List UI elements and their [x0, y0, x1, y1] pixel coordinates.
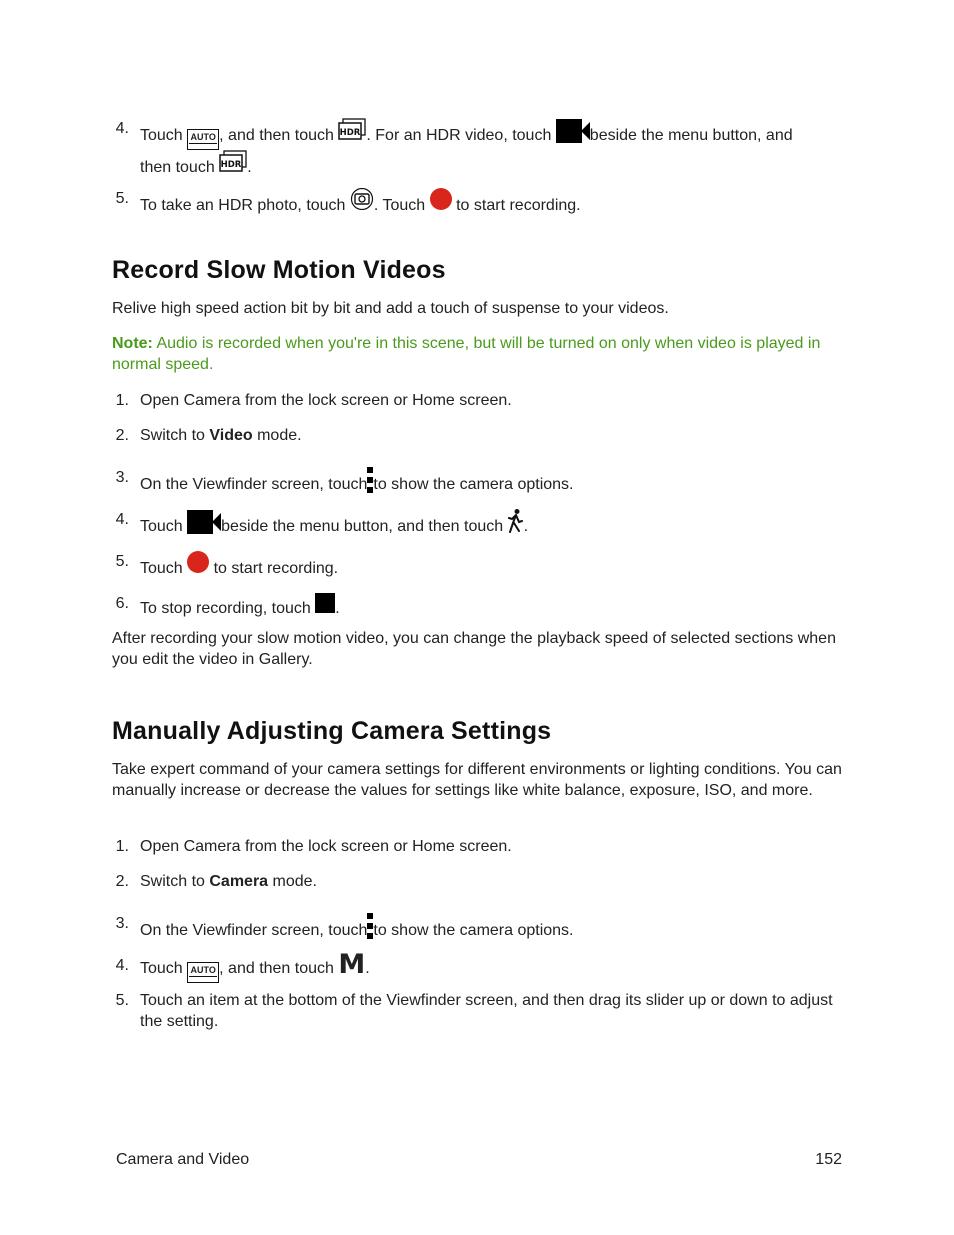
step-text: Touch an item at the bottom of the Viewfinder screen, and then drag its slider up or down to adjust the setting.: [140, 992, 833, 1030]
hdr-icon: [338, 118, 366, 140]
step-text: to start recording.: [213, 560, 339, 577]
menu-dots-icon: [367, 467, 373, 493]
page-number: 152: [815, 1151, 842, 1168]
menu-dots-icon: [367, 913, 373, 939]
auto-mode-icon: AUTO: [187, 129, 219, 150]
step-text: .: [247, 159, 252, 176]
note: [112, 333, 842, 375]
auto-mode-icon: AUTO: [187, 962, 219, 983]
step-number: 6.: [115, 595, 129, 612]
step-number: 3.: [115, 915, 129, 932]
hdr-photo-icon: [350, 188, 374, 210]
step-text: Open Camera from the lock screen or Home screen.: [140, 838, 512, 855]
manual-mode-icon: M: [338, 949, 366, 980]
hdr-icon: [219, 150, 247, 172]
step-number: 4.: [115, 511, 129, 528]
step-number: 3.: [115, 469, 129, 486]
svg-text:HDR: HDR: [340, 128, 361, 138]
step-text: to start recording.: [456, 197, 581, 214]
step-text: .: [335, 600, 340, 617]
section-heading: Record Slow Motion Videos: [112, 256, 446, 284]
step-text: to show the camera options.: [373, 922, 574, 939]
section-intro: Relive high speed action bit by bit and add a touch of suspense to your videos.: [112, 300, 669, 317]
note-label: Note:: [112, 335, 153, 352]
step-text: . For an HDR video, touch: [366, 127, 552, 144]
step-text: mode.: [268, 873, 317, 890]
video-camera-icon: [187, 510, 221, 534]
step-text: . Touch: [373, 197, 426, 214]
step-number: 5.: [115, 992, 129, 1009]
mode-name: Video: [209, 427, 253, 444]
step-text: then touch: [140, 159, 215, 176]
record-button-icon: [430, 188, 452, 210]
step-number: 4.: [115, 957, 129, 974]
step-number: 5.: [115, 190, 129, 207]
step-text: , and then touch: [219, 960, 334, 977]
step-text: Touch: [140, 518, 183, 535]
footer-section-name: Camera and Video: [116, 1151, 250, 1168]
step-text: Touch: [140, 127, 183, 144]
step-text: beside the menu button, and: [589, 127, 793, 144]
record-button-icon: [187, 551, 209, 573]
step-text: On the Viewfinder screen, touch: [140, 476, 368, 493]
step-text: to show the camera options.: [373, 476, 574, 493]
step-text: To stop recording, touch: [140, 600, 311, 617]
step-number: 1.: [115, 838, 129, 855]
step-text: .: [523, 518, 529, 535]
step-number: 5.: [115, 553, 129, 570]
step-number: 4.: [115, 120, 129, 137]
step-text: Open Camera from the lock screen or Home screen.: [140, 392, 512, 409]
step-number: 2.: [115, 873, 129, 890]
svg-text:HDR: HDR: [220, 160, 242, 170]
step-text: Switch to: [140, 873, 210, 890]
step-text: On the Viewfinder screen, touch: [140, 922, 368, 939]
step-text: , and then touch: [219, 127, 334, 144]
step-text: beside the menu button, and then touch: [221, 518, 504, 535]
step-text: .: [365, 960, 370, 977]
note-text: Audio is recorded when you're in this scene, but will be turned on only when video is played in normal speed.: [112, 335, 821, 373]
step-number: 2.: [115, 427, 129, 444]
step-text: Touch: [140, 560, 183, 577]
stop-button-icon: [315, 593, 335, 613]
section-outro: After recording your slow motion video, you can change the playback speed of selected sections when you edit the video in Gallery.: [112, 630, 836, 668]
step-text: mode.: [252, 427, 302, 444]
section-heading: Manually Adjusting Camera Settings: [112, 717, 552, 745]
section-intro: Take expert command of your camera settings for different environments or lighting conditions. You can manually increase or decrease the values for settings like white balance, exposure, ISO, and more.: [112, 761, 842, 799]
step-number: 1.: [115, 392, 129, 409]
step-text: To take an HDR photo, touch: [140, 197, 346, 214]
mode-name: Camera: [209, 873, 269, 890]
video-camera-icon: [556, 119, 590, 143]
slow-motion-icon: [508, 509, 524, 533]
step-text: Switch to: [140, 427, 210, 444]
step-text: Touch: [140, 960, 183, 977]
